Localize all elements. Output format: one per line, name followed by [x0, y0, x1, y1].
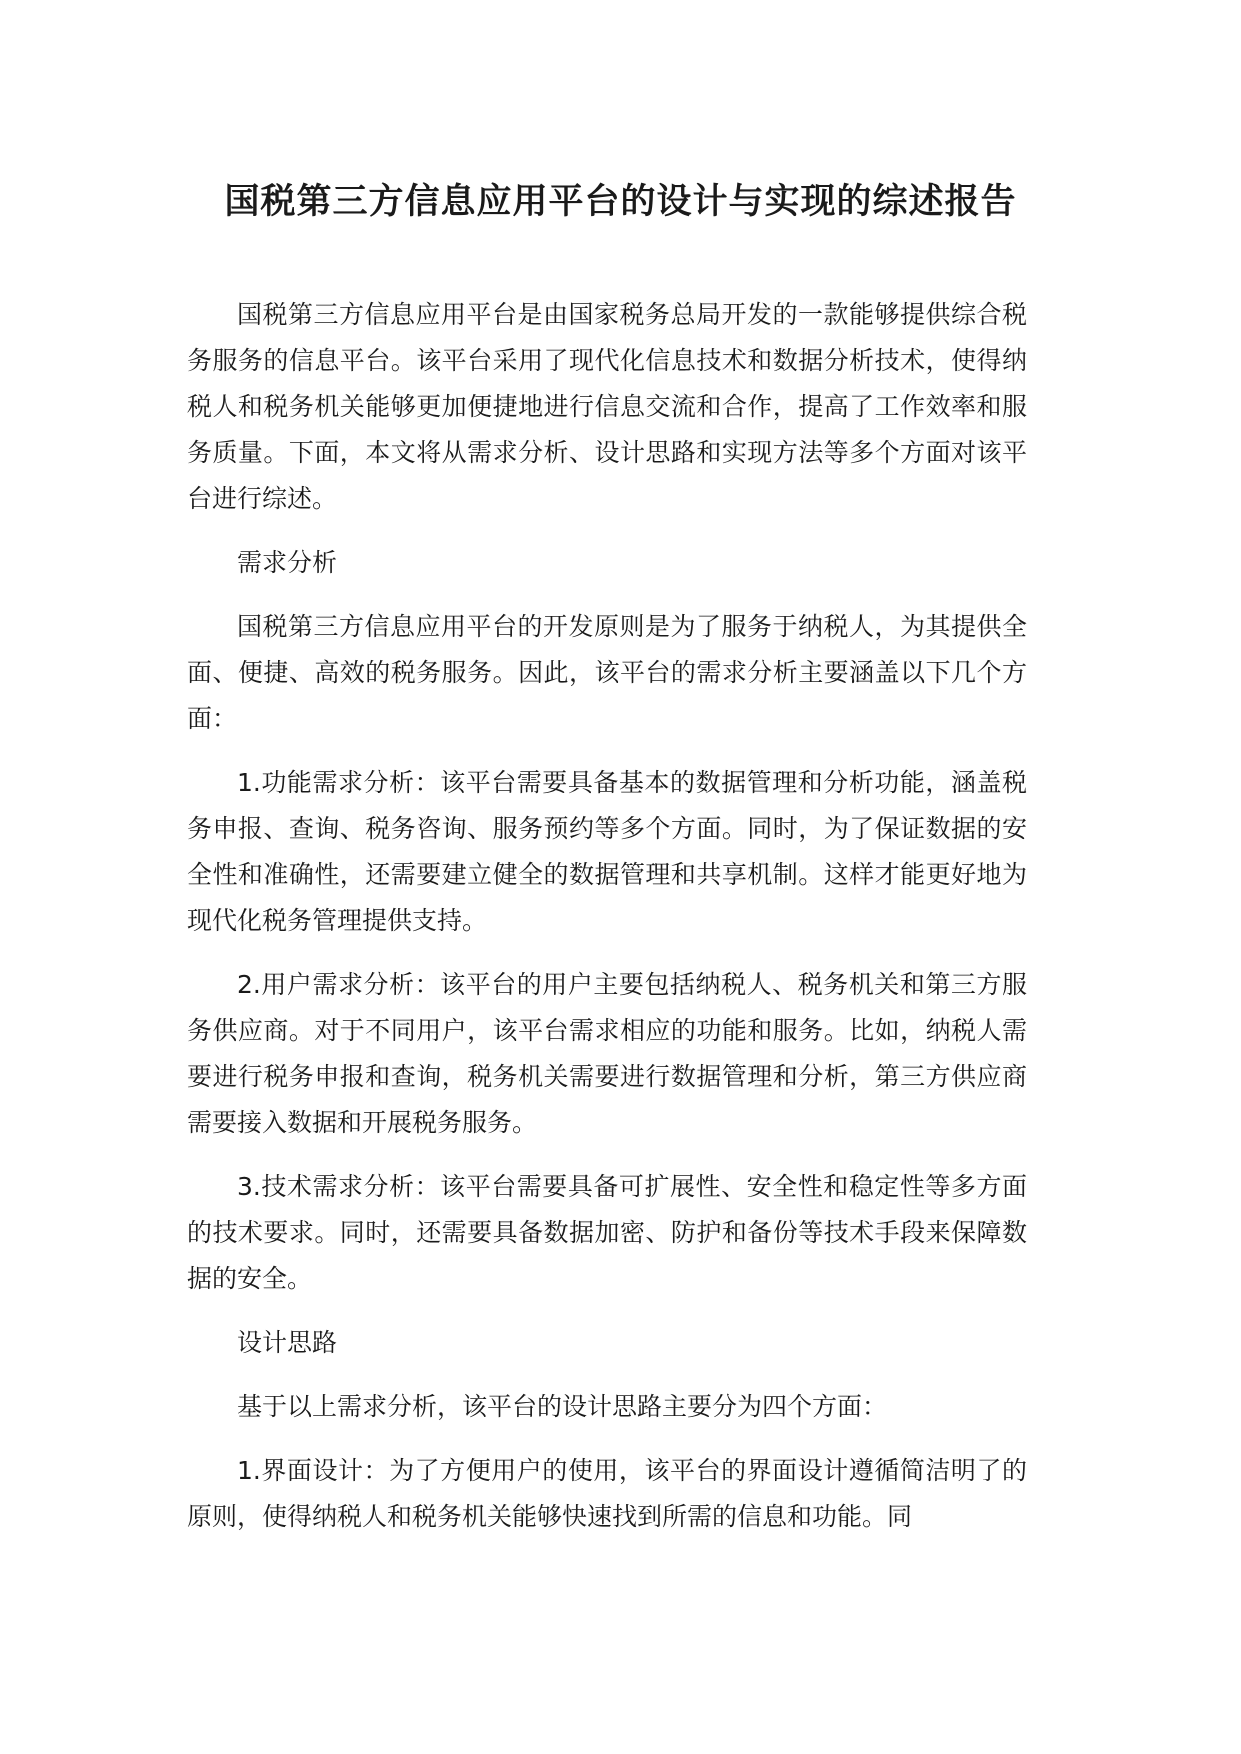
user-requirements-paragraph: 2.用户需求分析：该平台的用户主要包括纳税人、税务机关和第三方服务供应商。对于不同用户，该平台需求相应的功能和服务。比如，纳税人需要进行税务申报和查询，税务机关需要进行数据管理和分析，第三方供应商需要接入数据和开展税务服务。	[187, 970, 1027, 1137]
section-heading-requirements: 需求分析	[237, 548, 338, 577]
design-intro-paragraph: 基于以上需求分析，该平台的设计思路主要分为四个方面：	[237, 1392, 888, 1421]
intro-paragraph: 国税第三方信息应用平台是由国家税务总局开发的一款能够提供综合税务服务的信息平台。该平台采用了现代化信息技术和数据分析技术，使得纳税人和税务机关能够更加便捷地进行信息交流和合作，提高了工作效率和服务质量。下面，本文将从需求分析、设计思路和实现方法等多个方面对该平台进行综述。	[187, 300, 1027, 513]
section-heading-design: 设计思路	[237, 1328, 338, 1357]
interface-design-paragraph: 1.界面设计：为了方便用户的使用，该平台的界面设计遵循简洁明了的原则，使得纳税人和税务机关能够快速找到所需的信息和功能。同	[187, 1456, 1027, 1531]
page-title: 国税第三方信息应用平台的设计与实现的综述报告	[224, 182, 1017, 222]
document-body	[187, 292, 1027, 1558]
requirements-intro-paragraph: 国税第三方信息应用平台的开发原则是为了服务于纳税人，为其提供全面、便捷、高效的税务服务。因此，该平台的需求分析主要涵盖以下几个方面：	[187, 612, 1027, 733]
technical-requirements-paragraph: 3.技术需求分析：该平台需要具备可扩展性、安全性和稳定性等多方面的技术要求。同时，还需要具备数据加密、防护和备份等技术手段来保障数据的安全。	[187, 1172, 1027, 1293]
functional-requirements-paragraph: 1.功能需求分析：该平台需要具备基本的数据管理和分析功能，涵盖税务申报、查询、税务咨询、服务预约等多个方面。同时，为了保证数据的安全性和准确性，还需要建立健全的数据管理和共享机制。这样才能更好地为现代化税务管理提供支持。	[187, 768, 1027, 935]
